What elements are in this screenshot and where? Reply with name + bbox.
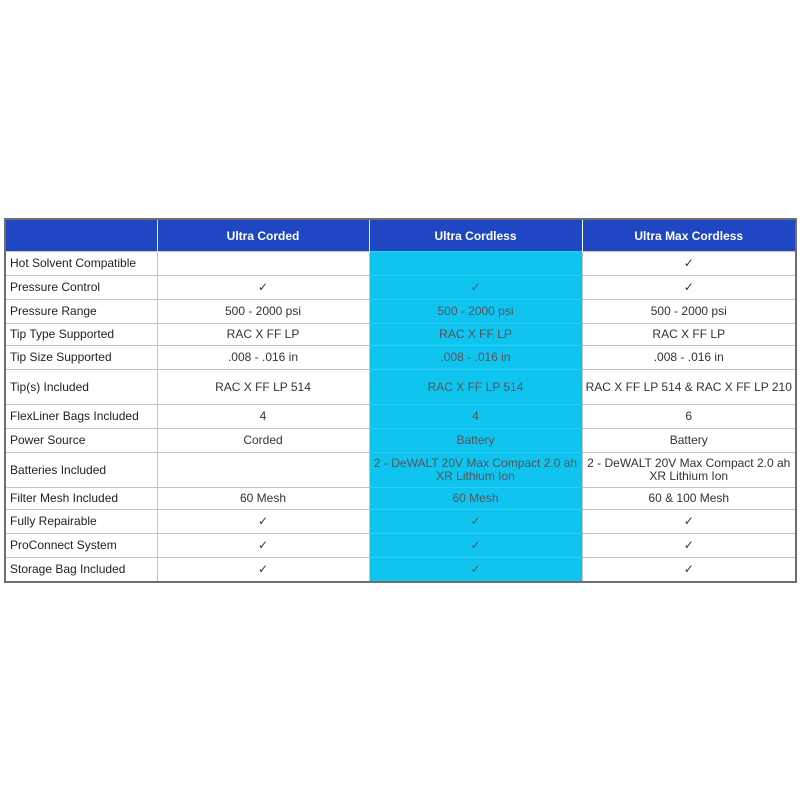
ultra-cordless-cell: RAC X FF LP 514	[369, 370, 582, 405]
ultra-max-cordless-cell: ✓	[582, 276, 796, 300]
ultra-cordless-cell: 60 Mesh	[369, 488, 582, 510]
ultra-max-cordless-cell: Battery	[582, 429, 796, 453]
ultra-corded-cell: 500 - 2000 psi	[157, 300, 369, 324]
ultra-max-cordless-cell: RAC X FF LP	[582, 324, 796, 346]
ultra-max-cordless-cell: 2 - DeWALT 20V Max Compact 2.0 ah XR Lithium Ion	[582, 453, 796, 488]
ultra-corded-cell	[157, 252, 369, 276]
ultra-cordless-cell: RAC X FF LP	[369, 324, 582, 346]
ultra-corded-cell: ✓	[157, 510, 369, 534]
ultra-max-cordless-cell: 60 & 100 Mesh	[582, 488, 796, 510]
table-row	[5, 405, 796, 429]
ultra-max-cordless-cell: ✓	[582, 510, 796, 534]
table-row	[5, 429, 796, 453]
ultra-cordless-cell: .008 - .016 in	[369, 346, 582, 370]
ultra-corded-cell: .008 - .016 in	[157, 346, 369, 370]
feature-label: Power Source	[5, 429, 157, 453]
header-ultra-cordless: Ultra Cordless	[369, 219, 582, 252]
feature-label: Pressure Range	[5, 300, 157, 324]
feature-label: Tip(s) Included	[5, 370, 157, 405]
ultra-corded-cell	[157, 453, 369, 488]
header-ultra-max-cordless: Ultra Max Cordless	[582, 219, 796, 252]
ultra-cordless-cell: ✓	[369, 534, 582, 558]
table-row	[5, 300, 796, 324]
feature-label: Storage Bag Included	[5, 558, 157, 583]
ultra-max-cordless-cell: ✓	[582, 558, 796, 583]
ultra-max-cordless-cell: RAC X FF LP 514 & RAC X FF LP 210	[582, 370, 796, 405]
header-ultra-corded: Ultra Corded	[157, 219, 369, 252]
ultra-cordless-cell	[369, 252, 582, 276]
feature-label: Hot Solvent Compatible	[5, 252, 157, 276]
table-row	[5, 534, 796, 558]
feature-label: FlexLiner Bags Included	[5, 405, 157, 429]
ultra-max-cordless-cell: 6	[582, 405, 796, 429]
ultra-max-cordless-cell: ✓	[582, 534, 796, 558]
ultra-corded-cell: ✓	[157, 276, 369, 300]
sprayer-comparison-table	[4, 218, 797, 583]
table-row	[5, 488, 796, 510]
ultra-max-cordless-cell: 500 - 2000 psi	[582, 300, 796, 324]
feature-label: Batteries Included	[5, 453, 157, 488]
ultra-max-cordless-cell: .008 - .016 in	[582, 346, 796, 370]
ultra-cordless-cell: Battery	[369, 429, 582, 453]
feature-label: Tip Size Supported	[5, 346, 157, 370]
ultra-cordless-cell: ✓	[369, 276, 582, 300]
ultra-corded-cell: Corded	[157, 429, 369, 453]
feature-label: Tip Type Supported	[5, 324, 157, 346]
ultra-cordless-cell: ✓	[369, 558, 582, 583]
table-row	[5, 252, 796, 276]
ultra-corded-cell: RAC X FF LP	[157, 324, 369, 346]
ultra-cordless-cell: 4	[369, 405, 582, 429]
table-row	[5, 510, 796, 534]
ultra-corded-cell: 60 Mesh	[157, 488, 369, 510]
table-row	[5, 558, 796, 583]
feature-label: Fully Repairable	[5, 510, 157, 534]
header-corner	[5, 219, 157, 252]
ultra-corded-cell: RAC X FF LP 514	[157, 370, 369, 405]
ultra-corded-cell: 4	[157, 405, 369, 429]
table-row	[5, 276, 796, 300]
comparison-table-container	[4, 218, 795, 583]
table-row	[5, 324, 796, 346]
table-row	[5, 453, 796, 488]
ultra-corded-cell: ✓	[157, 534, 369, 558]
header-row	[5, 219, 796, 252]
ultra-max-cordless-cell: ✓	[582, 252, 796, 276]
table-row	[5, 346, 796, 370]
feature-label: Filter Mesh Included	[5, 488, 157, 510]
feature-label: Pressure Control	[5, 276, 157, 300]
table-row	[5, 370, 796, 405]
ultra-corded-cell: ✓	[157, 558, 369, 583]
ultra-cordless-cell: 2 - DeWALT 20V Max Compact 2.0 ah XR Lithium Ion	[369, 453, 582, 488]
ultra-cordless-cell: ✓	[369, 510, 582, 534]
feature-label: ProConnect System	[5, 534, 157, 558]
ultra-cordless-cell: 500 - 2000 psi	[369, 300, 582, 324]
